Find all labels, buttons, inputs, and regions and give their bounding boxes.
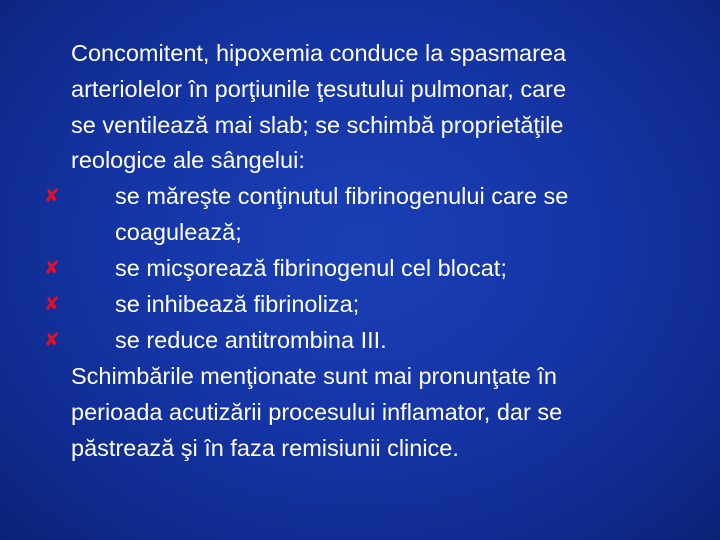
x-mark-icon: ✘ bbox=[44, 329, 60, 351]
x-mark-icon: ✘ bbox=[44, 257, 60, 279]
intro-line-1: Concomitent, hipoxemia conduce la spasmarea bbox=[71, 40, 567, 66]
outro-line-2: perioada acutizării procesului inflamator, dar se bbox=[71, 399, 563, 425]
bullet-1-line-1: se măreşte conţinutul fibrinogenului care se bbox=[115, 183, 569, 209]
bullet-2-line: se micşorează fibrinogenul cel blocat; bbox=[115, 255, 507, 281]
bullet-3-line: se inhibează fibrinoliza; bbox=[115, 291, 360, 317]
intro-line-4: reologice ale sângelui: bbox=[71, 147, 305, 173]
intro-line-2: arteriolelor în porţiunile ţesutului pulmonar, care bbox=[71, 76, 567, 102]
intro-line-3: se ventilează mai slab; se schimbă proprietăţile bbox=[71, 112, 564, 138]
outro-line-1: Schimbările menţionate sunt mai pronunţate în bbox=[71, 363, 557, 389]
x-mark-icon: ✘ bbox=[44, 185, 60, 207]
bullet-1-line-2: coagulează; bbox=[115, 219, 242, 245]
x-mark-icon: ✘ bbox=[44, 293, 60, 315]
bullet-4-line: se reduce antitrombina III. bbox=[115, 327, 387, 353]
outro-line-3: păstrează şi în faza remisiunii clinice. bbox=[71, 435, 459, 461]
